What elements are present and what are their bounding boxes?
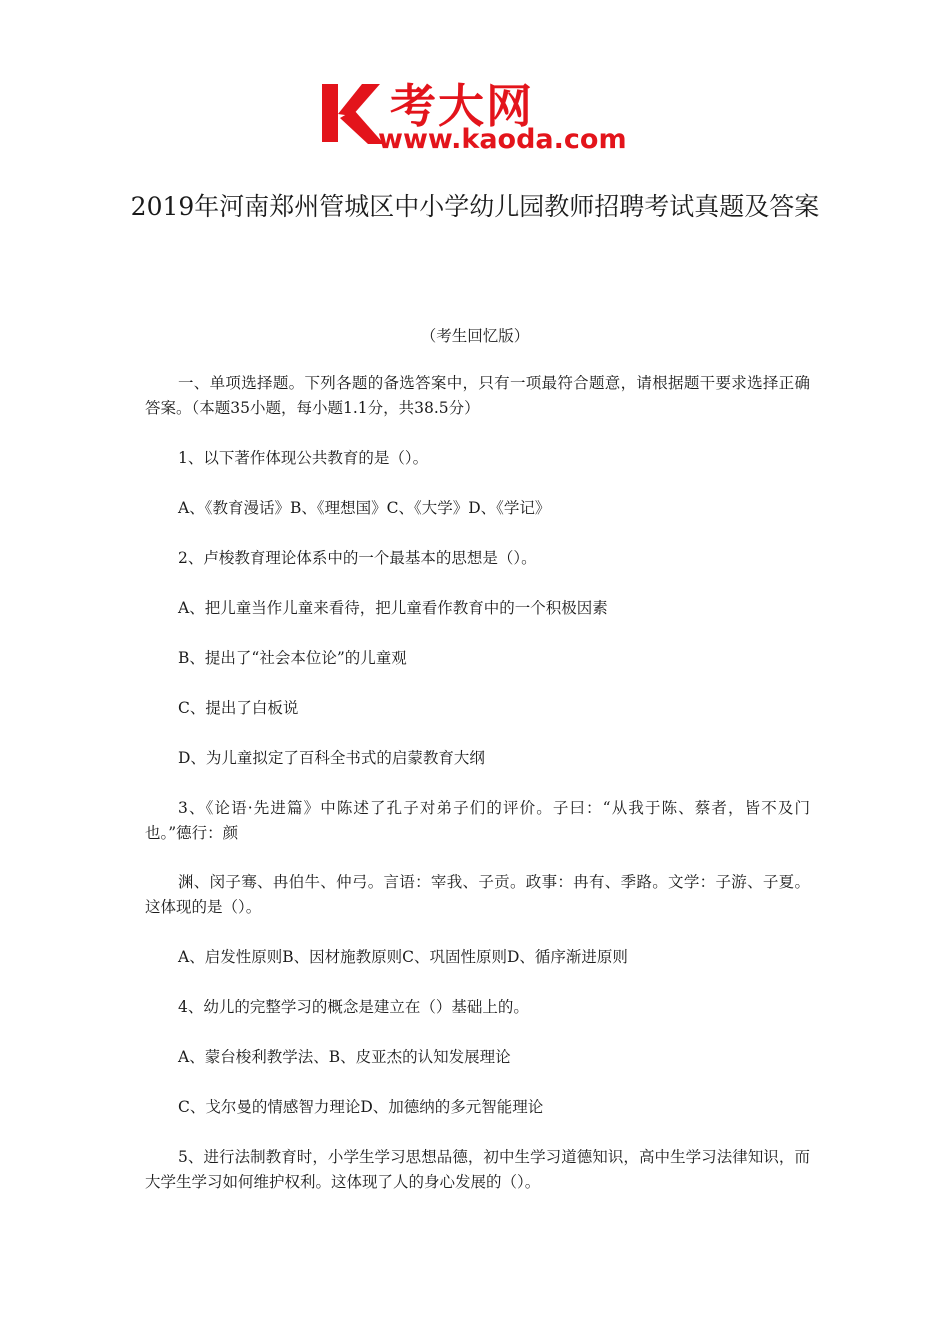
kaoda-logo: [318, 78, 638, 158]
question-2-option-b: B、提出了“社会本位论”的儿童观: [178, 648, 407, 667]
document-title: 2019年河南郑州管城区中小学幼儿园教师招聘考试真题及答案: [130, 192, 820, 221]
question-2-option-a: A、把儿童当作儿童来看待，把儿童看作教育中的一个积极因素: [178, 598, 608, 617]
question-2: 2、卢梭教育理论体系中的一个最基本的思想是（）。: [178, 548, 537, 567]
question-4-options-cd: C、戈尔曼的情感智力理论D、加德纳的多元智能理论: [178, 1097, 544, 1116]
question-3-part-2: 渊、闵子骞、冉伯牛、仲弓。言语：宰我、子贡。政事：冉有、季路。文学：子游、子夏。这体现的是（）。: [145, 873, 810, 916]
edition-note: （考生回忆版）: [420, 327, 530, 345]
question-2-option-d: D、为儿童拟定了百科全书式的启蒙教育大纲: [178, 748, 485, 767]
question-1: 1、以下著作体现公共教育的是（）。: [178, 448, 429, 467]
question-5: 5、进行法制教育时，小学生学习思想品德，初中生学习道德知识，高中生学习法律知识，而大学生学习如何维护权利。这体现了人的身心发展的（）。: [145, 1147, 810, 1191]
question-4: 4、幼儿的完整学习的概念是建立在（）基础上的。: [178, 997, 529, 1016]
question-3-options: A、启发性原则B、因材施教原则C、巩固性原则D、循序渐进原则: [178, 947, 628, 966]
document-body: [145, 371, 810, 1219]
question-2-option-c: C、提出了白板说: [178, 698, 299, 717]
section-instructions: 一、单项选择题。下列各题的备选答案中，只有一项最符合题意，请根据题干要求选择正确答案。（本题35小题，每小题1.1分，共38.5分）: [145, 374, 810, 417]
logo-url-text: www.kaoda.com: [378, 124, 627, 155]
question-3-part-1: 3、《论语·先进篇》中陈述了孔子对弟子们的评价。子曰：“从我于陈、蔡者，皆不及门也。”德行：颜: [145, 798, 810, 842]
question-1-options: A、《教育漫话》B、《理想国》C、《大学》D、《学记》: [178, 498, 551, 517]
logo-brand-text: 考大网: [390, 79, 534, 133]
question-4-options-ab: A、蒙台梭利教学法、B、皮亚杰的认知发展理论: [178, 1047, 511, 1066]
